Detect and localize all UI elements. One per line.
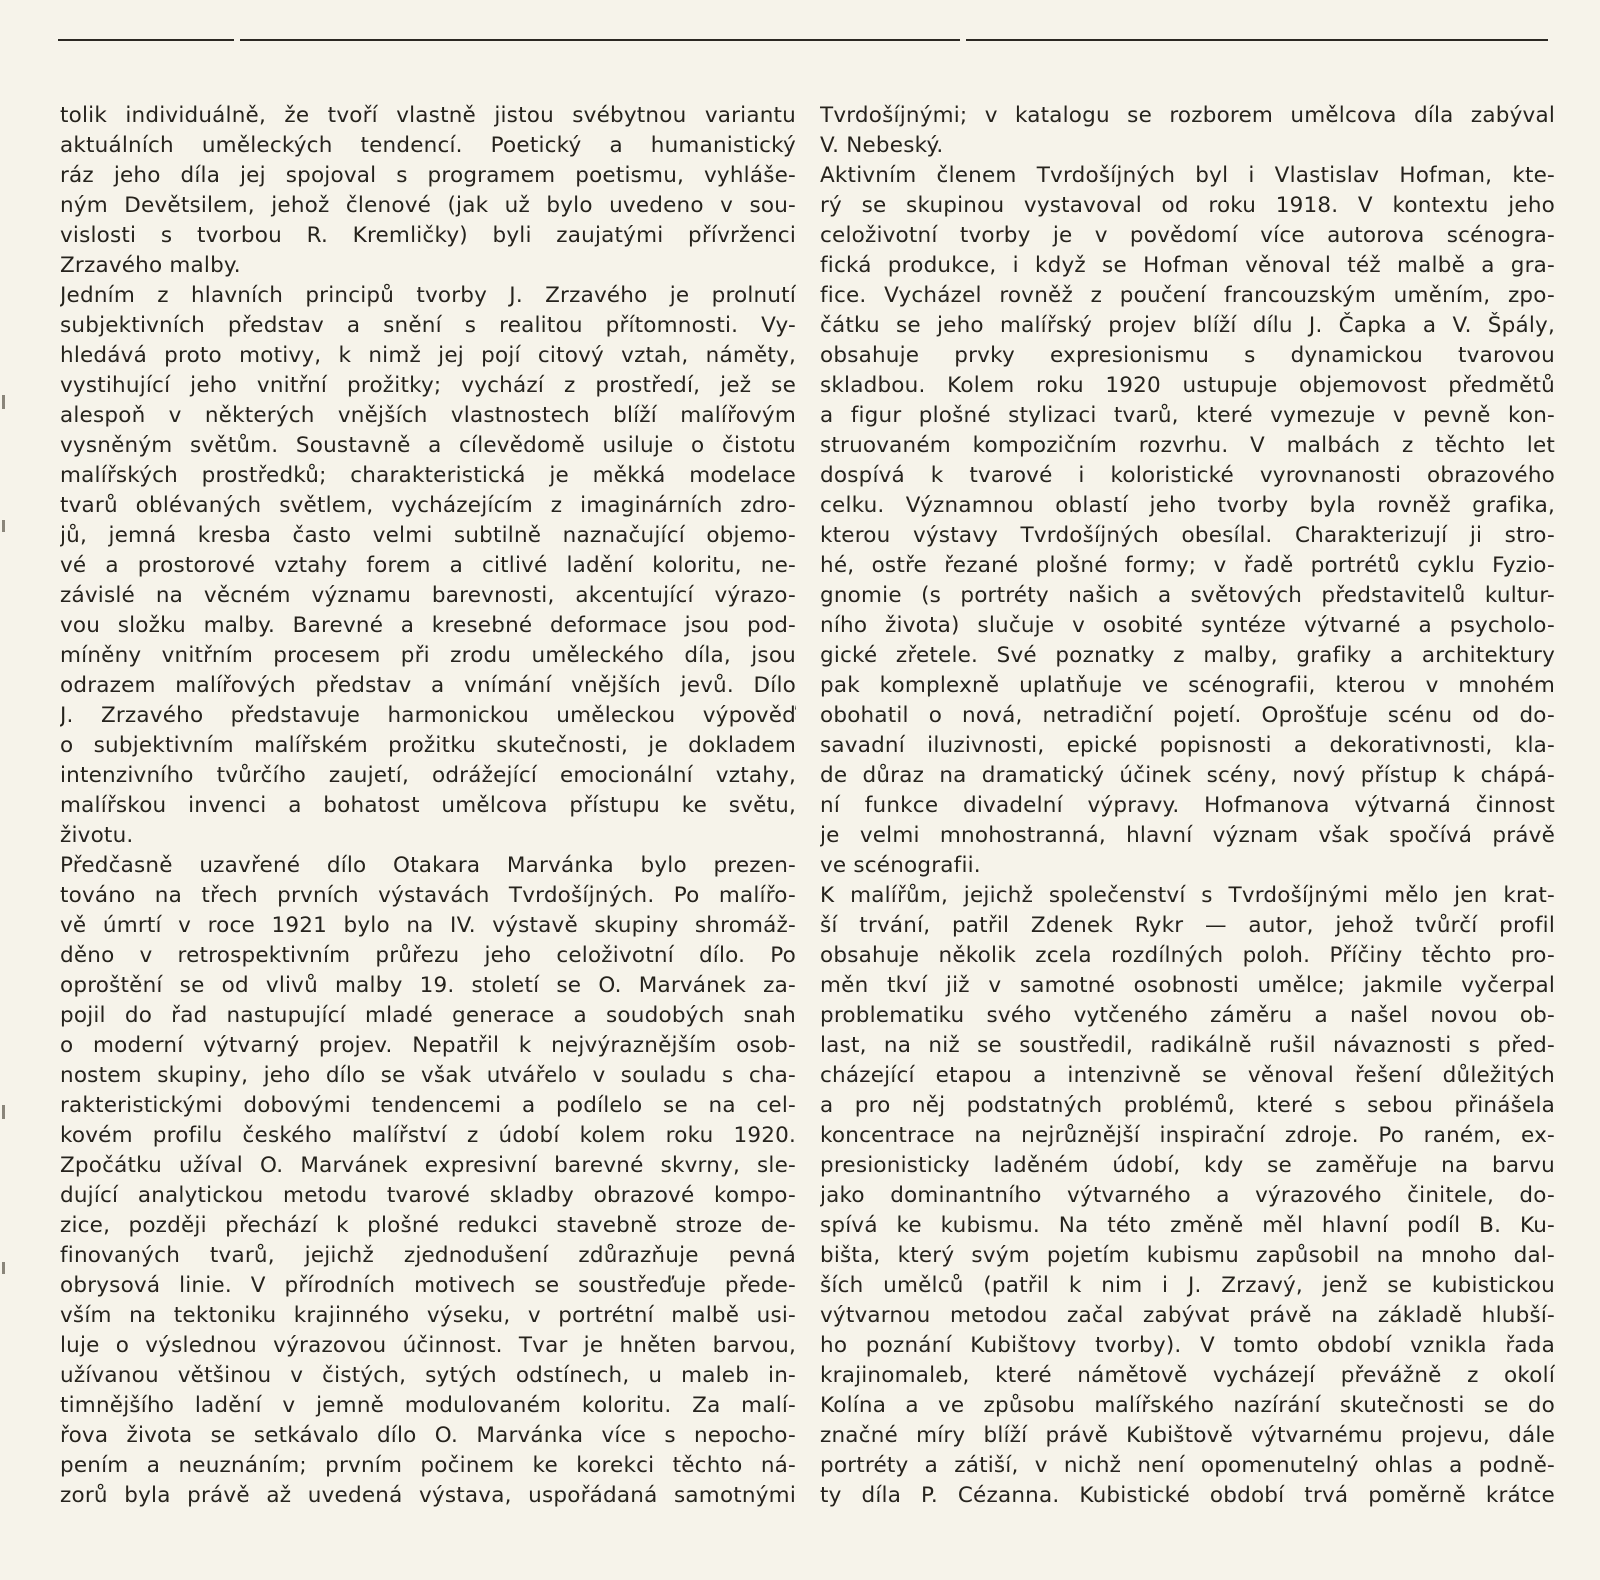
header-rule-left [58, 39, 234, 41]
text-line: alespoň v některých vnějších vlastnostech blíží malířovým [60, 403, 796, 428]
text-line: aktuálních uměleckých tendencí. Poetický a humanistický [60, 133, 796, 158]
text-line: obohatil o nová, netradiční pojetí. Oprošťuje scénu od do- [820, 703, 1555, 728]
text-line: vé a prostorové vztahy forem a citlivé ladění koloritu, ne- [60, 553, 796, 578]
text-line: vislosti s tvorbou R. Kremličky) byli zaujatými přívrženci [60, 223, 796, 248]
text-line: pak komplexně uplatňuje ve scénografii, kterou v mnohém [820, 673, 1555, 698]
text-line: čátku se jeho malířský projev blíží dílu J. Čapka a V. Špály, [820, 313, 1555, 338]
text-line: savadní iluzivnosti, epické popisnosti a dekorativnosti, kla- [820, 733, 1555, 758]
text-line: obsahuje prvky expresionismu s dynamickou tvarovou [820, 343, 1555, 368]
text-line: ve scénografii. [820, 853, 981, 878]
text-line: vším na tektoniku krajinného výseku, v portrétní malbě usi- [60, 1303, 796, 1328]
text-line: struovaném kompozičním rozvrhu. V malbách z těchto let [820, 433, 1555, 458]
text-line: cházející etapou a intenzivně se věnoval řešení důležitých [820, 1063, 1555, 1088]
text-line: vystihující jeho vnitřní prožitky; vychází z prostředí, jež se [60, 373, 796, 398]
text-line: koncentrace na nejrůznější inspirační zdroje. Po raném, ex- [820, 1123, 1555, 1148]
text-line: tolik individuálně, že tvoří vlastně jistou svébytnou variantu [60, 103, 796, 128]
paragraph-zrzavy-principles [60, 281, 796, 851]
right-text-column [820, 101, 1555, 1511]
text-line: zorů byla právě až uvedená výstava, uspořádaná samotnými [60, 1483, 796, 1508]
text-line: jů, jemná kresba často velmi subtilně naznačující objemo- [60, 523, 796, 548]
text-line: odrazem malířových představ a vnímání vnějších jevů. Dílo [60, 673, 796, 698]
text-line: krajinomaleb, které námětově vycházejí převážně z okolí [820, 1363, 1555, 1388]
text-line: ších umělců (patřil k nim i J. Zrzavý, jenž se kubistickou [820, 1273, 1555, 1298]
text-line: presionisticky laděném údobí, kdy se zaměřuje na barvu [820, 1153, 1555, 1178]
text-line: gické zřetele. Své poznatky z malby, grafiky a architektury [820, 643, 1555, 668]
text-line: o subjektivním malířském prožitku skutečnosti, je dokladem [60, 733, 796, 758]
paragraph-marvanek-end [820, 101, 1555, 161]
text-line: J. Zrzavého představuje harmonickou uměleckou výpověď [60, 703, 796, 728]
binding-mark [2, 395, 5, 409]
text-line: subjektivních představ a snění s realitou přítomnosti. Vy- [60, 313, 796, 338]
text-line: ty díla P. Cézanna. Kubistické období trvá poměrně krátce [820, 1483, 1555, 1508]
text-line: malířských prostředků; charakteristická je měkká modelace [60, 463, 796, 488]
text-line: obsahuje několik zcela rozdílných poloh. Příčiny těchto pro- [820, 943, 1555, 968]
text-line: ního života) slučuje v osobité syntéze výtvarné a psycholo- [820, 613, 1555, 638]
text-line: de důraz na dramatický účinek scény, nový přístup k chápá- [820, 763, 1555, 788]
text-line: ní funkce divadelní výpravy. Hofmanova výtvarná činnost [820, 793, 1555, 818]
text-line: závislé na věcném významu barevnosti, akcentující výrazo- [60, 583, 796, 608]
text-line: je velmi mnohostranná, hlavní význam však spočívá právě [820, 823, 1555, 848]
header-rule-center [240, 39, 960, 41]
text-line: a pro něj podstatných problémů, které s sebou přinášela [820, 1093, 1555, 1118]
text-line: jako dominantního výtvarného a výrazového činitele, do- [820, 1183, 1555, 1208]
paragraph-zrzavy-intro [60, 101, 796, 281]
text-line: a figur plošné stylizaci tvarů, které vymezuje v pevně kon- [820, 403, 1555, 428]
text-line: obrysová linie. V přírodních motivech se soustřeďuje přede- [60, 1273, 796, 1298]
text-line: ráz jeho díla jej spojoval s programem poetismu, vyhláše- [60, 163, 796, 188]
text-line: bišta, který svým pojetím kubismu zapůsobil na mnoho dal- [820, 1243, 1555, 1268]
text-line: zice, později přechází k plošné redukci stavebně stroze de- [60, 1213, 796, 1238]
text-line: pením a neuznáním; prvním počinem ke korekci těchto ná- [60, 1453, 796, 1478]
text-line: životu. [60, 823, 134, 848]
text-line: finovaných tvarů, jejichž zjednodušení zdůrazňuje pevná [60, 1243, 796, 1268]
binding-mark [2, 1105, 5, 1119]
text-line: vě úmrtí v roce 1921 bylo na IV. výstavě skupiny shromáž- [60, 913, 796, 938]
text-line: tvarů oblévaných světlem, vycházejícím z imaginárních zdro- [60, 493, 796, 518]
text-line: spívá ke kubismu. Na této změně měl hlavní podíl B. Ku- [820, 1213, 1555, 1238]
binding-mark [2, 1262, 5, 1274]
text-line: Zpočátku užíval O. Marvánek expresivní barevné skvrny, sle- [60, 1153, 796, 1178]
left-text-column [60, 101, 796, 1511]
text-line: gnomie (s portréty našich a světových představitelů kultur- [820, 583, 1555, 608]
text-line: kovém profilu českého malířství z údobí kolem roku 1920. [60, 1123, 796, 1148]
text-line: Předčasně uzavřené dílo Otakara Marvánka bylo prezen- [60, 853, 796, 878]
paragraph-hofman [820, 161, 1555, 881]
text-line: timnějšího ladění v jemně modulovaném koloritu. Za malí- [60, 1393, 796, 1418]
text-line: výtvarnou metodou začal zabývat právě na základě hlubší- [820, 1303, 1555, 1328]
text-line: intenzivního tvůrčího zaujetí, odrážející emocionální vztahy, [60, 763, 796, 788]
text-line: portréty a zátiší, v nichž není opomenutelný ohlas a podně- [820, 1453, 1555, 1478]
text-line: vou složku malby. Barevné a kresebné deformace jsou pod- [60, 613, 796, 638]
text-line: řova života se setkávalo dílo O. Marvánka více s nepocho- [60, 1423, 796, 1448]
text-line: měn tkví již v samotné osobnosti umělce; jakmile vyčerpal [820, 973, 1555, 998]
text-line: ným Devětsilem, jehož členové (jak už bylo uvedeno v sou- [60, 193, 796, 218]
text-line: fice. Vycházel rovněž z poučení francouzským uměním, zpo- [820, 283, 1555, 308]
text-line: vysněným světům. Soustavně a cílevědomě usiluje o čistotu [60, 433, 796, 458]
text-line: továno na třech prvních výstavách Tvrdošíjných. Po malířo- [60, 883, 796, 908]
text-line: užívanou většinou v čistých, sytých odstínech, u maleb in- [60, 1363, 796, 1388]
paragraph-rykr [820, 881, 1555, 1511]
text-line: problematiku svého vytčeného záměru a našel novou ob- [820, 1003, 1555, 1028]
text-line: Tvrdošíjnými; v katalogu se rozborem umělcova díla zabýval [820, 103, 1555, 128]
text-line: značné míry blíží právě Kubištově výtvarnému projevu, dále [820, 1423, 1555, 1448]
text-line: míněny vnitřním procesem při zrodu uměleckého díla, jsou [60, 643, 796, 668]
text-line: děno v retrospektivním průřezu jeho celoživotní dílo. Po [60, 943, 796, 968]
text-line: ho poznání Kubištovy tvorby). V tomto období vznikla řada [820, 1333, 1555, 1358]
text-line: ší trvání, patřil Zdenek Rykr — autor, jehož tvůrčí profil [820, 913, 1555, 938]
text-line: Jedním z hlavních principů tvorby J. Zrzavého je prolnutí [60, 283, 796, 308]
text-line: oproštění se od vlivů malby 19. století se O. Marvánek za- [60, 973, 796, 998]
text-line: last, na niž se soustředil, radikálně rušil návaznosti s před- [820, 1033, 1555, 1058]
text-line: kterou výstavy Tvrdošíjných obesílal. Charakterizují ji stro- [820, 523, 1555, 548]
text-line: Aktivním členem Tvrdošíjných byl i Vlastislav Hofman, kte- [820, 163, 1555, 188]
text-line: o moderní výtvarný projev. Nepatřil k nejvýraznějším osob- [60, 1033, 796, 1058]
text-line: Kolína a ve způsobu malířského nazírání skutečnosti se do [820, 1393, 1555, 1418]
text-line: celoživotní tvorby je v povědomí více autorova scénogra- [820, 223, 1555, 248]
text-line: luje o výslednou výrazovou účinnost. Tvar je hněten barvou, [60, 1333, 796, 1358]
text-line: V. Nebeský. [820, 133, 944, 158]
text-line: rakteristickými dobovými tendencemi a podílelo se na cel- [60, 1093, 796, 1118]
text-line: dospívá k tvarové i koloristické vyrovnanosti obrazového [820, 463, 1555, 488]
text-line: dující analytickou metodu tvarové skladby obrazové kompo- [60, 1183, 796, 1208]
text-line: skladbou. Kolem roku 1920 ustupuje objemovost předmětů [820, 373, 1555, 398]
text-line: pojil do řad nastupující mladé generace a soudobých snah [60, 1003, 796, 1028]
text-line: hledává proto motivy, k nimž jej pojí citový vztah, náměty, [60, 343, 796, 368]
header-rule-right [966, 39, 1548, 41]
text-line: K malířům, jejichž společenství s Tvrdošíjnými mělo jen krat- [820, 883, 1555, 908]
text-line: celku. Významnou oblastí jeho tvorby byla rovněž grafika, [820, 493, 1555, 518]
text-line: nostem skupiny, jeho dílo se však utvářelo v souladu s cha- [60, 1063, 796, 1088]
paragraph-marvanek [60, 851, 796, 1511]
text-line: fická produkce, i když se Hofman věnoval též malbě a gra- [820, 253, 1555, 278]
text-line: Zrzavého malby. [60, 253, 241, 278]
binding-mark [2, 520, 5, 532]
text-line: malířskou invenci a bohatost umělcova přístupu ke světu, [60, 793, 796, 818]
text-line: hé, ostře řezané plošné formy; v řadě portrétů cyklu Fyzio- [820, 553, 1555, 578]
text-line: rý se skupinou vystavoval od roku 1918. V kontextu jeho [820, 193, 1555, 218]
